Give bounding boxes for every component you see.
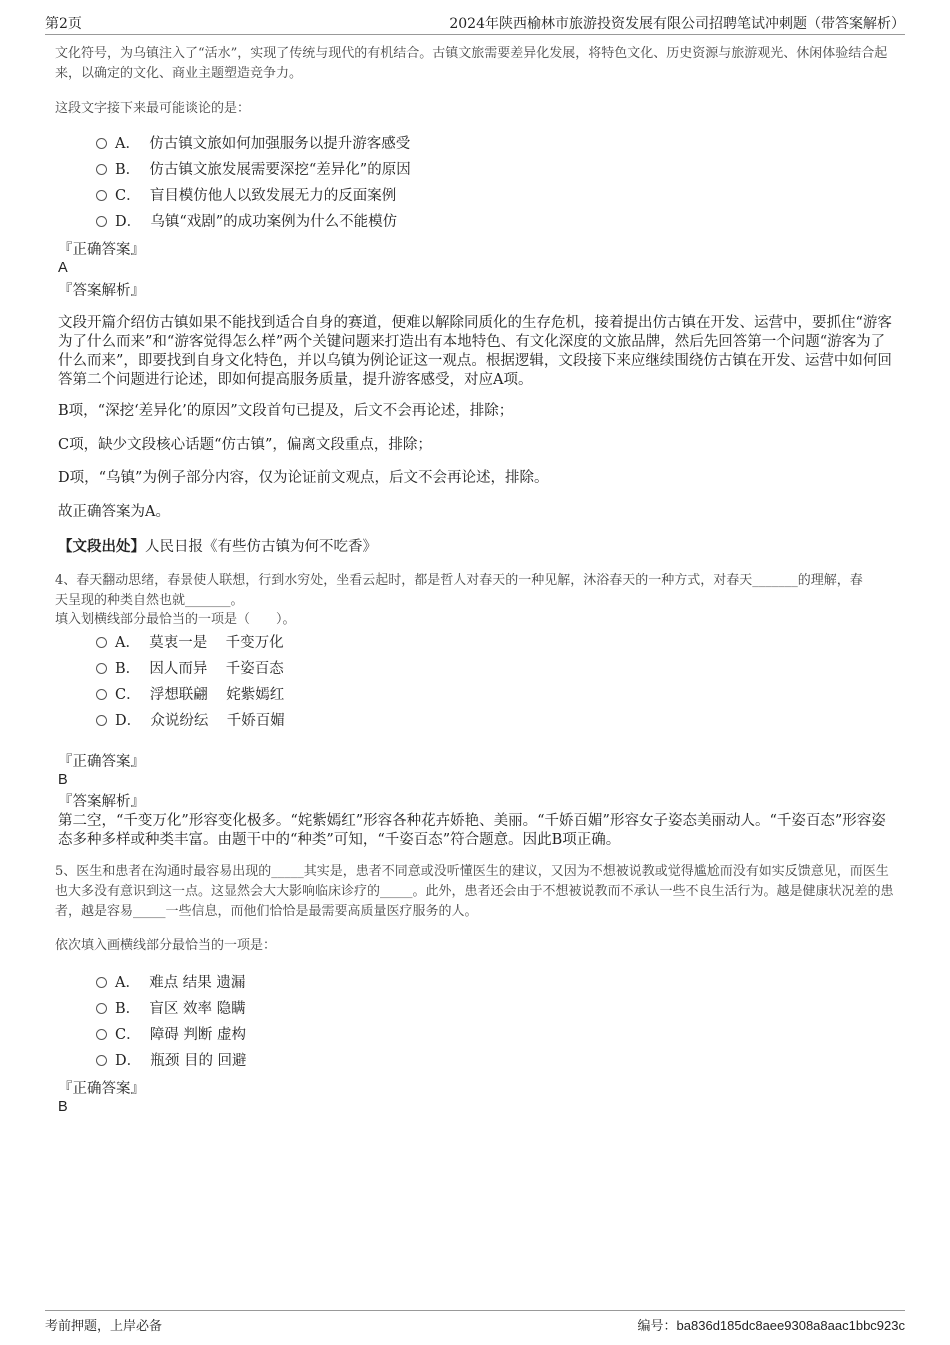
q3-source-label: 【文段出处】 — [58, 538, 145, 555]
radio-icon — [96, 715, 107, 726]
q5-blank: _____ — [133, 904, 166, 919]
q5-blank: _____ — [271, 864, 304, 879]
q3-source — [58, 537, 894, 557]
q5-option-d[interactable]: D． 瓶颈 目的 回避 — [96, 1051, 247, 1071]
q3-answer-label: 『正确答案』 — [58, 242, 145, 258]
q4-option-c[interactable]: C． 浮想联翩 姹紫嫣红 — [96, 685, 284, 705]
q4-option-b[interactable]: B． 因人而异 千姿百态 — [96, 659, 284, 679]
q5-option-b[interactable]: B． 盲区 效率 隐瞒 — [96, 999, 246, 1019]
q5-instruction: 依次填入画横线部分最恰当的一项是： — [55, 938, 277, 953]
q4-answer-label: 『正确答案』 — [58, 754, 145, 770]
document-code: 编号：ba836d185dc8aee9308a8aac1bbc923c — [637, 1318, 905, 1334]
document-title: 2024年陕西榆林市旅游投资发展有限公司招聘笔试冲刺题（带答案解析） — [449, 16, 905, 32]
page-footer — [45, 1310, 905, 1334]
q4-option-a[interactable]: A． 莫衷一是 千变万化 — [96, 633, 284, 653]
q4-blank: _______ — [752, 573, 798, 588]
q4-analysis-label: 『答案解析』 — [58, 794, 145, 810]
radio-icon — [96, 190, 107, 201]
radio-icon — [96, 216, 107, 227]
q4-option-d[interactable]: D． 众说纷纭 千娇百媚 — [96, 711, 285, 731]
radio-icon — [96, 138, 107, 149]
q5-stem: 5、医生和患者在沟通时最容易出现的_____其实是，患者不同意或没听懂医生的建议，又因为不想被说教或觉得尴尬而没有如实反馈意见，而医生也大多没有意识到这一点。这显然会大大影响临床诊疗的_____。此外，患者还会由于不想被说教而不承认一些不良生活行为。越是健康状况差的患者，越是容易_____一些信息，而他们恰恰是最需要高质量医疗服务的人。 — [55, 864, 894, 919]
q5-option-a[interactable]: A． 难点 结果 遗漏 — [96, 973, 245, 993]
page-number: 第2页 — [45, 16, 82, 32]
q4-stem: 4、春天翻动思绪，春景使人联想，行到水穷处，坐看云起时，都是哲人对春天的一种见解，沐浴春天的一种方式，对春天_______的理解，春 天呈现的种类自然也就_______。 — [55, 573, 863, 608]
q3-option-b[interactable]: B． 仿古镇文旅发展需要深挖“差异化”的原因 — [96, 160, 411, 180]
q3-passage-end: 文化符号，为乌镇注入了“活水”，实现了传统与现代的有机结合。古镇文旅需要差异化发展，将特色文化、历史资源与旅游观光、休闲体验结合起来，以确定的文化、商业主题塑造竞争力。 — [55, 46, 888, 81]
q5-answer: B — [58, 1099, 68, 1115]
q3-analysis-conclusion: 故正确答案为A。 — [58, 504, 170, 520]
radio-icon — [96, 1003, 107, 1014]
q3-analysis-label: 『答案解析』 — [58, 283, 145, 299]
radio-icon — [96, 164, 107, 175]
radio-icon — [96, 1055, 107, 1066]
q3-analysis-para-1: 文段开篇介绍仿古镇如果不能找到适合自身的赛道，便难以解除同质化的生存危机，接着提出仿古镇在开发、运营中，要抓住“游客为了什么而来”和“游客觉得怎么样”两个关键问题来打造出有本地特色、有文化深度的文旅品牌，然后先回答第一个问题“游客为了什么而来”，即要找到自身文化特色，并以乌镇为例论证这一观点。根据逻辑，文段接下来应继续围绕仿古镇在开发、运营中如何回答第二个问题进行论述，即如何提高服务质量，提升游客感受，对应A项。 — [58, 315, 892, 388]
q3-option-d[interactable]: D． 乌镇“戏剧”的成功案例为什么不能模仿 — [96, 212, 397, 232]
radio-icon — [96, 977, 107, 988]
q3-option-a[interactable]: A． 仿古镇文旅如何加强服务以提升游客感受 — [96, 134, 410, 154]
footer-slogan: 考前押题，上岸必备 — [45, 1319, 163, 1334]
q3-source-text: 人民日报《有些仿古镇为何不吃香》 — [145, 539, 377, 555]
q4-analysis: 第二空，“千变万化”形容变化极多。“姹紫嫣红”形容各种花卉娇艳、美丽。“千娇百媚”形容女子姿态美丽动人。“千姿百态”形容姿态多种多样或种类丰富。由题干中的“种类”可知，“千姿百态”符合题意。因此B项正确。 — [58, 813, 886, 848]
q3-answer: A — [58, 260, 68, 276]
q5-answer-label: 『正确答案』 — [58, 1081, 145, 1097]
radio-icon — [96, 689, 107, 700]
q5-option-c[interactable]: C． 障碍 判断 虚构 — [96, 1025, 246, 1045]
q3-analysis-para-4: D项，“乌镇”为例子部分内容，仅为论证前文观点，后文不会再论述，排除。 — [58, 470, 549, 486]
q5-blank: _____ — [380, 884, 413, 899]
q3-stem: 这段文字接下来最可能谈论的是： — [55, 101, 251, 116]
radio-icon — [96, 1029, 107, 1040]
q3-analysis-para-3: C项，缺少文段核心话题“仿古镇”，偏离文段重点，排除； — [58, 437, 432, 453]
page-header — [45, 0, 905, 35]
radio-icon — [96, 663, 107, 674]
radio-icon — [96, 637, 107, 648]
q4-blank: _______ — [185, 593, 231, 608]
q3-option-c[interactable]: C． 盲目模仿他人以致发展无力的反面案例 — [96, 186, 396, 206]
q3-analysis-para-2: B项，“深挖‘差异化’的原因”文段首句已提及，后文不会再论述，排除； — [58, 403, 514, 419]
q4-instruction: 填入划横线部分最恰当的一项是（ ）。 — [55, 612, 296, 627]
q4-answer: B — [58, 772, 68, 788]
